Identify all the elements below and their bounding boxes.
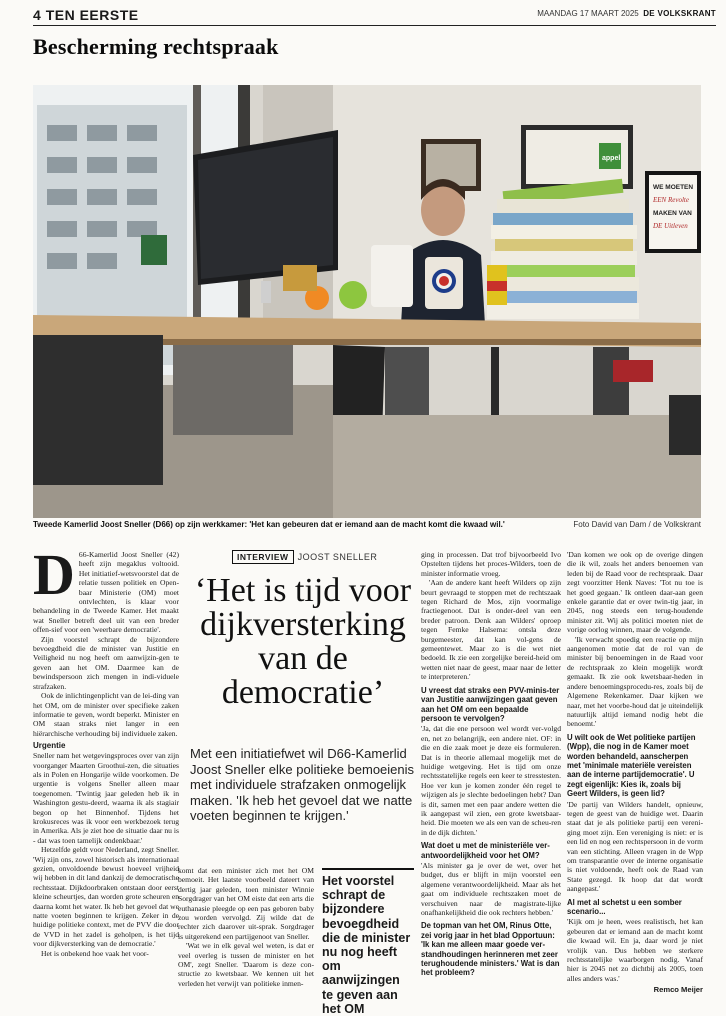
subheading: Urgentie [33, 741, 66, 751]
interview-answer: 'De partij van Wilders handelt, opnieuw, tegen de geest van de huidige wet. Daarin staat dat je als politieke partij een vereni-ging moet zijn. Een vereniging is niet: er is een lid en nog een rechtspersoon in de vorm van een stichting. Alleen vragen in de Wpp om transparantie over de interne organisatie is niet voldoende, heeft ook de Raad van State gezegd. Ik hoop dat dat wordt aangepast.' [567, 799, 703, 894]
paragraph: Hetzelfde geldt voor Nederland, zegt Sneller. 'Wij zijn ons, zowel historisch als internationaal gezien, onvoldoende bewust hoeveel vrijheid wij hebben in dit land dankzij de democratische rechtsstaat. Dijkdoorbraken ontstaan door eerst kleine scheurtjes, dan worden grote scheuren en daarna komt het water. Ik heb het gevoel dat we natte voeten beginnen te krijgen. Zeker in de huidige politieke context, met de PVV die door de VVD in het zadel is geholpen, is het tijd voor dijkversterking van de democratie.' [33, 845, 179, 949]
interview-subject: JOOST SNELLER [297, 552, 378, 562]
paragraph: 'Aan de andere kant heeft Wilders op zijn beurt gevraagd te stoppen met de rechtszaak tegen Richard de Mos, zijn voormalige fractiegenoot. Dat is onder-deel van een breder patroon. Denk aan Wilders' oproep tegen Femke Halsema: ontsla deze burgemeester, dat kan vol-gens de gemeentewet. Maar zo is die wet niet bedoeld. Ik zie een zorgelijke bereid-heid om wetten niet naar de geest, maar naar de letter te interpreteren.' [421, 578, 561, 682]
poster-line-1: WE MOETEN [653, 184, 694, 191]
lead-paragraph: D 66-Kamerlid Joost Sneller (42) heeft zijn megaklus voltooid. Het initiatief-wetsvoorstel dat de relatie tussen politiek en Open-baar Ministerie (OM) moet ontvlechten, is klaar voor behandeling in de Tweede Kamer. Het maakt wat Sneller betreft deel uit van een breder offen-sief voor een 'weerbare democratie'. [33, 542, 179, 635]
intro-text: Met een initiatiefwet wil D66-Kamerlid Joost Sneller elke politieke bemoeienis met individuele strafzaken onmogelijk maken. 'Ik heb het gevoel dat we natte voeten beginnen te krijgen.' [190, 746, 415, 824]
paragraph: Ook de inlichtingenplicht van de lei-ding van het OM, om de minister over specifieke zaken informatie te geven, wordt beperkt. Minister en OM staan straks niet langer in een hiërarchische verhouding bij individuele zaken. [33, 691, 179, 738]
interview-answer: 'Als minister ga je over de wet, over het budget, dus er blijft in mijn voorstel een algemene verantwoordelijkheid. Maar als het gaat om individuele rechtszaken moet de verschuiven naar de magistrate-lijke onafhankelijkheid die ook rechters hebben.' [421, 861, 561, 918]
interview-question: U vreest dat straks een PVV-minis-ter van Justitie aanwijzingen gaat geven aan het OM om een bepaalde persoon te vervolgen? [421, 685, 560, 723]
article-column-1 [33, 542, 179, 958]
article-column-3 [421, 550, 561, 979]
interview-answer: 'Ja, dat die ene persoon wel wordt ver-volgd en, net zo belangrijk, een andere niet. OF: in die en die zaak moet je deze eis formuleren. Dat is in theorie allemaal mogelijk met de huidige wetgeving. Het is tijd om onze rechtsstatelijke regels een keer te stresstesten. Hoe ver kun je komen zonder één regel te wijzigen als je slechte bedoelingen hebt? Dan is dit, samen met een paar andere wetten die ik aangepast wil zien, een grote kwetsbaar-heid. Die moeten we als een van de scheu-ren in de dijk dichten.' [421, 724, 561, 837]
interview-question: De topman van het OM, Rinus Otte, zei vorig jaar in het blad Opportuun: 'Ik kan me alleen maar goede ver-standhoudingen herinneren met zeer terughoudende ministers.' Wat is dan het probleem? [421, 921, 560, 978]
drop-cap: D [33, 542, 75, 607]
page-section: 4 TEN EERSTE [33, 7, 139, 23]
paragraph: Sneller nam het wetgevingsproces over van zijn voorganger Maarten Groothui-zen, die situaties als in Polen en Hongarije wilde voorkomen. De urgentie is volgens Sneller alleen maar toegenomen. 'Twintig jaar geleden heb ik in Washington gestu-deerd, waarna ik als stagiair begon op het Binnenhof. Tijdens het krokusreces was ik voor een werkbezoek terug in Amerika. Als je ziet hoe de situatie daar nu is - dat was toen tamelijk ondenkbaar.' [33, 751, 179, 845]
paragraph: Het is onbekend hoe vaak het voor- [41, 948, 149, 958]
interview-question: Wat doet u met de ministeriële ver-antwoordelijkheid voor het OM? [421, 841, 550, 860]
paragraph: 'Ik verwacht spoedig een reactie op mijn aangenomen motie dat de rol van de minister bij benoemingen in de Raad voor de rechtspraak zo klein mogelijk wordt gemaakt. Ik zie ook kwetsbaar-heden in andere benoemingsprocedu-res, zoals bij de Algemene Rekenkamer. Daar kijken we naar, met het voorbe-houd dat je uiteindelijk natuurlijk altijd iemand nodig hebt die benoemt.' [567, 634, 703, 729]
photo-credit: Foto David van Dam / de Volkskrant [573, 520, 701, 529]
poster-line-3: MAKEN VAN [653, 210, 692, 217]
paragraph: komt dat een minister zich met het OM bemoeit. Het laatste voorbeeld dateert van dertig jaar geleden, toen minister Winnie Sorgdrager van het OM eiste dat een arts die euthanasie pleegde op een pas geboren baby zou worden vervolgd. Zij wilde dat de rechter zich daarover uit-sprak. Sorgdrager is uitgerekend een partijgenoot van Sneller. [178, 866, 314, 941]
article-column-2 [178, 866, 314, 988]
paragraph: ging in processen. Dat trof bijvoorbeeld Ivo Opstelten tijdens het proces-Wilders, toen de minister informatie vroeg. [421, 550, 561, 578]
running-header [33, 7, 716, 26]
photo-caption [33, 520, 701, 532]
interview-answer: 'Kijk om je heen, wees realistisch, het kan gebeuren dat er iemand aan de macht komt die kwaad wil. En ja, daar word je niet vrolijk van. Dus hebben we sterkere rechtsstatelijke waarborgen nodig. Vanaf hier is 2045 net zo dichtbij als 2005, toen alles anders was.' [567, 917, 703, 983]
interview-question: Al met al schetst u een somber scenario... [567, 897, 682, 917]
poster-line-2: EEN Revolte [653, 196, 689, 204]
paragraph: Zijn voorstel schrapt de bijzondere bevoegdheid die de minister van Justitie en Veiligheid nu nog heeft om aanwijzin-gen te geven aan het OM. Daarmee kan de bewindspersoon zich mengen in indi-viduele strafzaken. [33, 634, 179, 691]
caption-text: Tweede Kamerlid Joost Sneller (D66) op zijn werkkamer: 'Het kan gebeuren dat er iemand aan de macht komt die kwaad wil.' [33, 520, 505, 529]
interview-question: U wilt ook de Wet politieke partijen (Wpp), die nog in de Kamer moet worden behandeld, aanscherpen met 'minimale materiële vereisten aan de interne partijdemocratie'. U zegt eigenlijk: Kies ik, zoals bij Geert Wilders, is geen lid? [567, 732, 696, 799]
rubric-title: Bescherming rechtspraak [33, 34, 279, 59]
paragraph: 'Dan komen we ook op de overige dingen die ik wil, zoals het anders benoemen van leden bij de Raad voor de rechtspraak. Daar zegt voorzitter Henk Naves: 'Tot nu toe is het goed gegaan.' Ik ontleen daar-aan geen enkele garantie dat er over twin-tig jaar, in 2045, nog steeds een terug-houdende minister zit. Wij als politici moeten niet de vorige oorlog winnen, maar de volgende. [567, 550, 703, 635]
poster-line-4: DE Uitleven [653, 222, 688, 230]
page-date: MAANDAG 17 MAART 2025 DE VOLKSKRANT [537, 9, 716, 18]
frame-appel-text: appel [602, 155, 621, 162]
author-byline: Remco Meijer [653, 985, 703, 995]
article-column-4 [567, 550, 703, 994]
pull-quote: Het voorstel schrapt de bijzondere bevoegdheid die de minister nu nog heeft om aanwijzingen te geven aan het OM [322, 868, 414, 1016]
interview-label: INTERVIEW [232, 550, 294, 564]
interview-tag [232, 550, 377, 564]
headline: ‘Het is tijd voor dijkversterking van de democratie’ [194, 572, 412, 711]
article-photo [33, 85, 701, 518]
paragraph: 'Wat we in elk geval wel weten, is dat er veel overleg is tussen de minister en het OM', zegt Sneller. 'Daarom is deze con-structie zo kwetsbaar. We kennen uit het verleden het verwijt van politieke inmen- [178, 941, 314, 988]
